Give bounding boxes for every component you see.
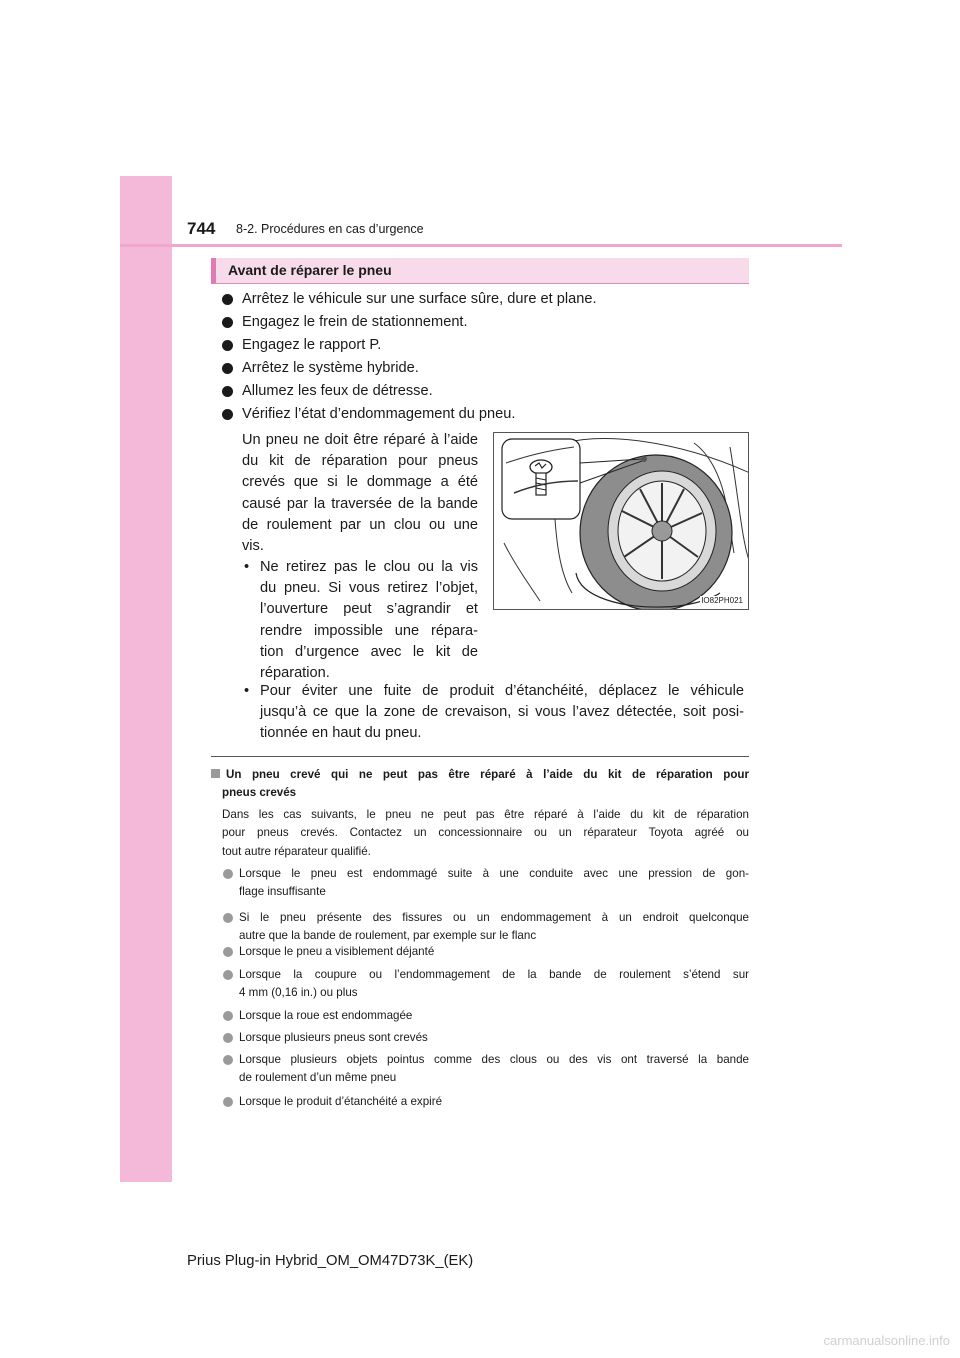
watermark: carmanualsonline.info bbox=[823, 1333, 950, 1348]
section-heading bbox=[211, 258, 749, 284]
bullet-icon bbox=[223, 1097, 233, 1107]
tire-icon bbox=[494, 433, 749, 610]
manual-footer: Prius Plug-in Hybrid_OM_OM47D73K_(EK) bbox=[187, 1253, 474, 1269]
list-item: Lorsque plusieurs objets pointus comme des clous ou des vis ont traversé la bande de roulement d’un même pneu bbox=[222, 1051, 749, 1087]
bullet-icon bbox=[223, 1033, 233, 1043]
bullet-icon bbox=[223, 1011, 233, 1021]
inspection-intro: Un pneu ne doit être réparé à l’aide du kit de réparation pour pneus crevés que si le dommage a été causé par la traversée de la bande de roulement par un clou ou une vis. bbox=[242, 432, 478, 555]
header-rule bbox=[120, 244, 842, 247]
preparation-steps bbox=[222, 288, 762, 426]
inspection-subitem-1: • Ne retirez pas le clou ou la vis du pneu. Si vous retirez l’objet, l’ouverture peut s’agrandir et rendre impossible une répara- tion d’urgence avec le kit de réparation. bbox=[244, 559, 478, 682]
bullet-icon bbox=[222, 340, 233, 351]
list-item: Arrêtez le système hybride. bbox=[222, 357, 762, 380]
list-item: Si le pneu présente des fissures ou un endommagement à un endroit quelconque autre que la bande de roulement, par exemple sur le flanc bbox=[222, 909, 749, 945]
list-item: Lorsque la coupure ou l’endommagement de la bande de roulement s’étend sur 4 mm (0,16 in.) ou plus bbox=[222, 966, 749, 1002]
punctured-tire-illustration bbox=[493, 432, 749, 610]
inspection-subitem-2: • Pour éviter une fuite de produit d’étanchéité, déplacez le véhicule jusqu’à ce que la zone de crevaison, si vous l’avez détectée, soit posi- tionnée en haut du pneu. bbox=[244, 683, 744, 742]
bullet-icon bbox=[222, 386, 233, 397]
bullet-icon bbox=[223, 947, 233, 957]
note-body: Dans les cas suivants, le pneu ne peut pas être réparé à l’aide du kit de réparation pour pneus crevés. Contactez un concessionnaire ou un réparateur Toyota agréé ou tout autre réparateur qualifié. bbox=[222, 808, 749, 858]
bullet-icon bbox=[223, 970, 233, 980]
list-item: Arrêtez le véhicule sur une surface sûre, dure et plane. bbox=[222, 288, 762, 311]
note-square-icon bbox=[211, 769, 220, 778]
section-heading-text: Avant de réparer le pneu bbox=[228, 262, 392, 278]
chapter-title: 8-2. Procédures en cas d’urgence bbox=[236, 222, 424, 236]
bullet-icon bbox=[222, 363, 233, 374]
list-item: Vérifiez l’état d’endommagement du pneu. bbox=[222, 403, 762, 426]
list-item: Allumez les feux de détresse. bbox=[222, 380, 762, 403]
list-item: Lorsque le pneu est endommagé suite à une conduite avec une pression de gon- flage insuffisante bbox=[222, 865, 749, 901]
section-divider bbox=[211, 756, 749, 757]
bullet-icon bbox=[222, 317, 233, 328]
bullet-icon bbox=[222, 294, 233, 305]
list-item: Lorsque le produit d’étanchéité a expiré bbox=[222, 1093, 749, 1111]
bullet-icon bbox=[223, 869, 233, 879]
list-item: Lorsque plusieurs pneus sont crevés bbox=[222, 1029, 749, 1047]
list-item: Engagez le rapport P. bbox=[222, 334, 762, 357]
page-number: 744 bbox=[187, 219, 216, 238]
list-item: Lorsque le pneu a visiblement déjanté bbox=[222, 943, 749, 961]
note-heading: Un pneu crevé qui ne peut pas être réparé à l’aide du kit de réparation pour pneus crevés bbox=[211, 766, 749, 802]
bullet-icon bbox=[223, 913, 233, 923]
list-item: Lorsque la roue est endommagée bbox=[222, 1007, 749, 1025]
list-item: Engagez le frein de stationnement. bbox=[222, 311, 762, 334]
bullet-icon bbox=[223, 1055, 233, 1065]
side-color-band bbox=[120, 176, 172, 1182]
figure-code: IO82PH021 bbox=[701, 596, 743, 605]
bullet-icon bbox=[222, 409, 233, 420]
